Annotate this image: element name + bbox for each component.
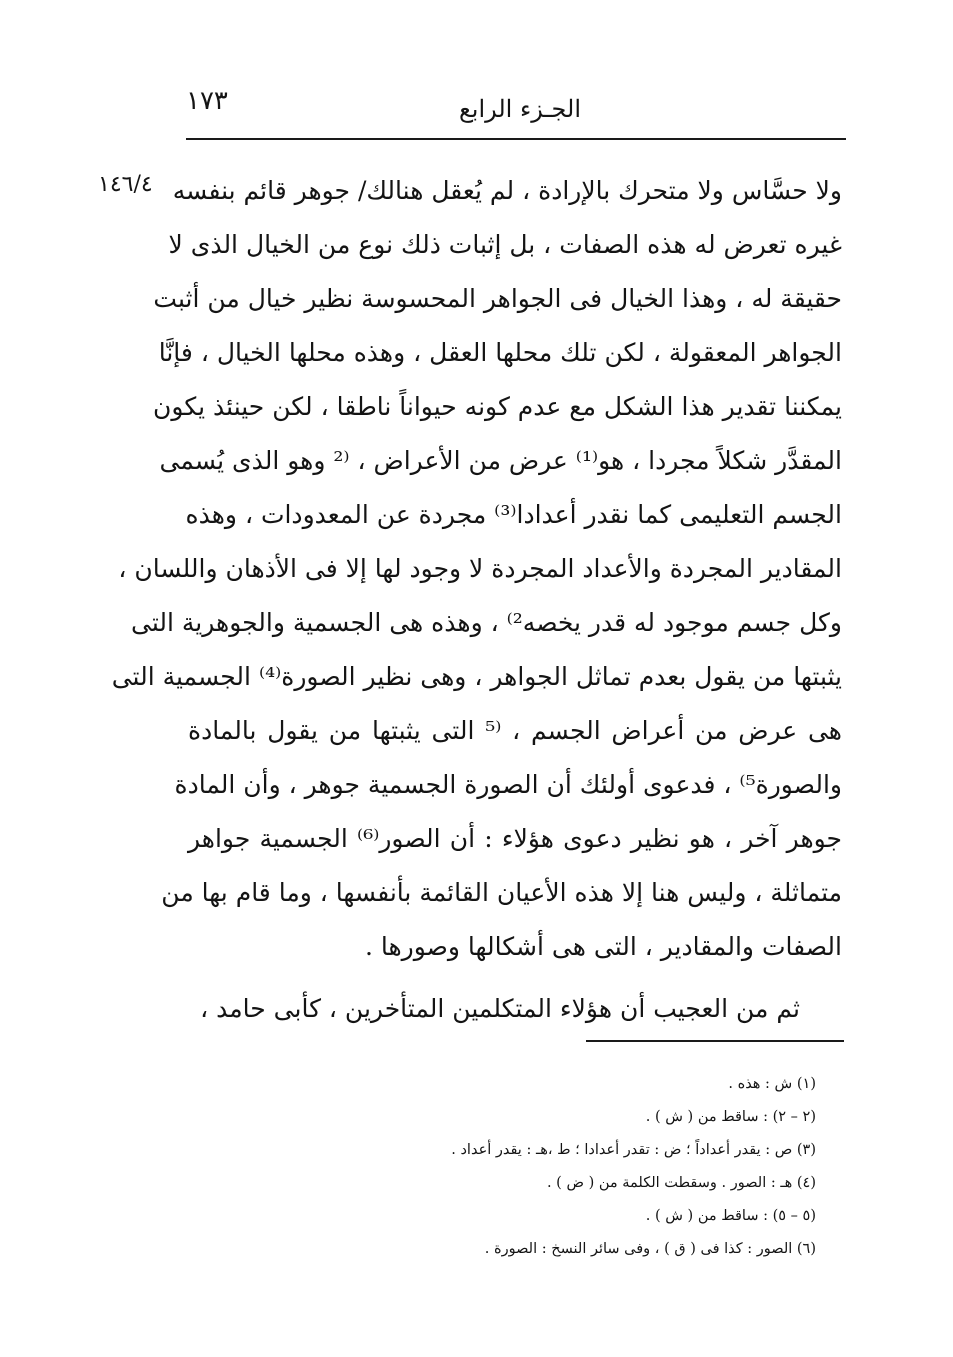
footnote: (١) ش : هذه . — [728, 1076, 816, 1092]
body-line: الجسم التعليمى كما نقدر أعدادا⁽³⁾ مجردة عن المعدودات ، وهذه — [185, 500, 842, 529]
body-line: المقدَّر شكلاً مجردا ، هو⁽¹⁾ عرض من الأعراض ، ⁽² وهو الذى يُسمى — [159, 446, 842, 475]
body-line: الصفات والمقادير ، التى هى أشكالها وصورها . — [364, 932, 842, 961]
body-line: المقادير المجردة والأعداد المجردة لا وجود لها إلا فى الأذهان واللسان ، — [118, 554, 842, 583]
body-line: هى عرض من أعراض الجسم ، ⁽⁵ التى يثبتها من يقول بالمادة — [188, 716, 842, 745]
body-line: حقيقة له ، وهذا الخيال فى الجواهر المحسوسة نظير خيال من أثبت — [153, 284, 842, 313]
body-line: وكل جسم موجود له قدر يخصه²⁾ ، وهذه هى الجسمية والجوهرية التى — [131, 608, 842, 637]
header-rule — [186, 138, 846, 140]
running-title: الجـزء الرابع — [458, 95, 581, 123]
body-line: يثبتها من يقول بعدم تماثل الجواهر ، وهى نظير الصورة⁽⁴⁾ الجسمية التى — [111, 662, 842, 691]
body-line: والصورة⁵⁾ ، فدعوى أولئك أن الصورة الجسمية جوهر ، وأن المادة — [174, 770, 842, 799]
footnote: (٢ – ٢) : ساقط من ( ش ) . — [645, 1109, 816, 1125]
footnote: (٥ – ٥) : ساقط من ( ش ) . — [645, 1208, 816, 1224]
margin-reference: ١٤٦/٤ — [98, 172, 153, 197]
body-line: يمكننا تقدير هذا الشكل مع عدم كونه حيواناً ناطقا ، لكن حينئذ يكون — [153, 392, 842, 421]
body-line: جوهر آخر ، هو نظير دعوى هؤلاء : أن الصور⁽⁶⁾ الجسمية جواهر — [188, 824, 843, 853]
footnote: (٦) الصور : كذا فى ( ق ) ، وفى سائر النسخ : الصورة . — [484, 1241, 816, 1257]
footnote: (٤) هـ : الصور . وسقطت الكلمة من ( ض ) . — [546, 1175, 816, 1191]
body-line: ولا حسَّاس ولا متحرك بالإرادة ، لم يُعقل هنالك/ جوهر قائم بنفسه — [172, 176, 842, 205]
body-line: متماثلة ، وليس هنا إلا هذه الأعيان القائمة بأنفسها ، وما قام بها من — [161, 878, 842, 907]
footnote-rule — [586, 1040, 844, 1042]
footnote: (٣) ص : يقدر أعداداً ؛ ض : تقدر أعدادا ؛ ط ،هـ : يقدر أعداد . — [451, 1142, 816, 1158]
new-paragraph-line: ثم من العجيب أن هؤلاء المتكلمين المتأخرين ، كأبى حامد ، — [200, 994, 800, 1023]
page-number: ١٧٣ — [186, 86, 228, 116]
body-line: الجواهر المعقولة ، لكن تلك محلها العقل ، وهذه محلها الخيال ، فإنَّا — [158, 338, 842, 367]
footnotes — [300, 1068, 816, 1266]
body-line: غيره تعرض له هذه الصفات ، بل إثبات ذلك نوع من الخيال الذى لا — [168, 230, 842, 259]
